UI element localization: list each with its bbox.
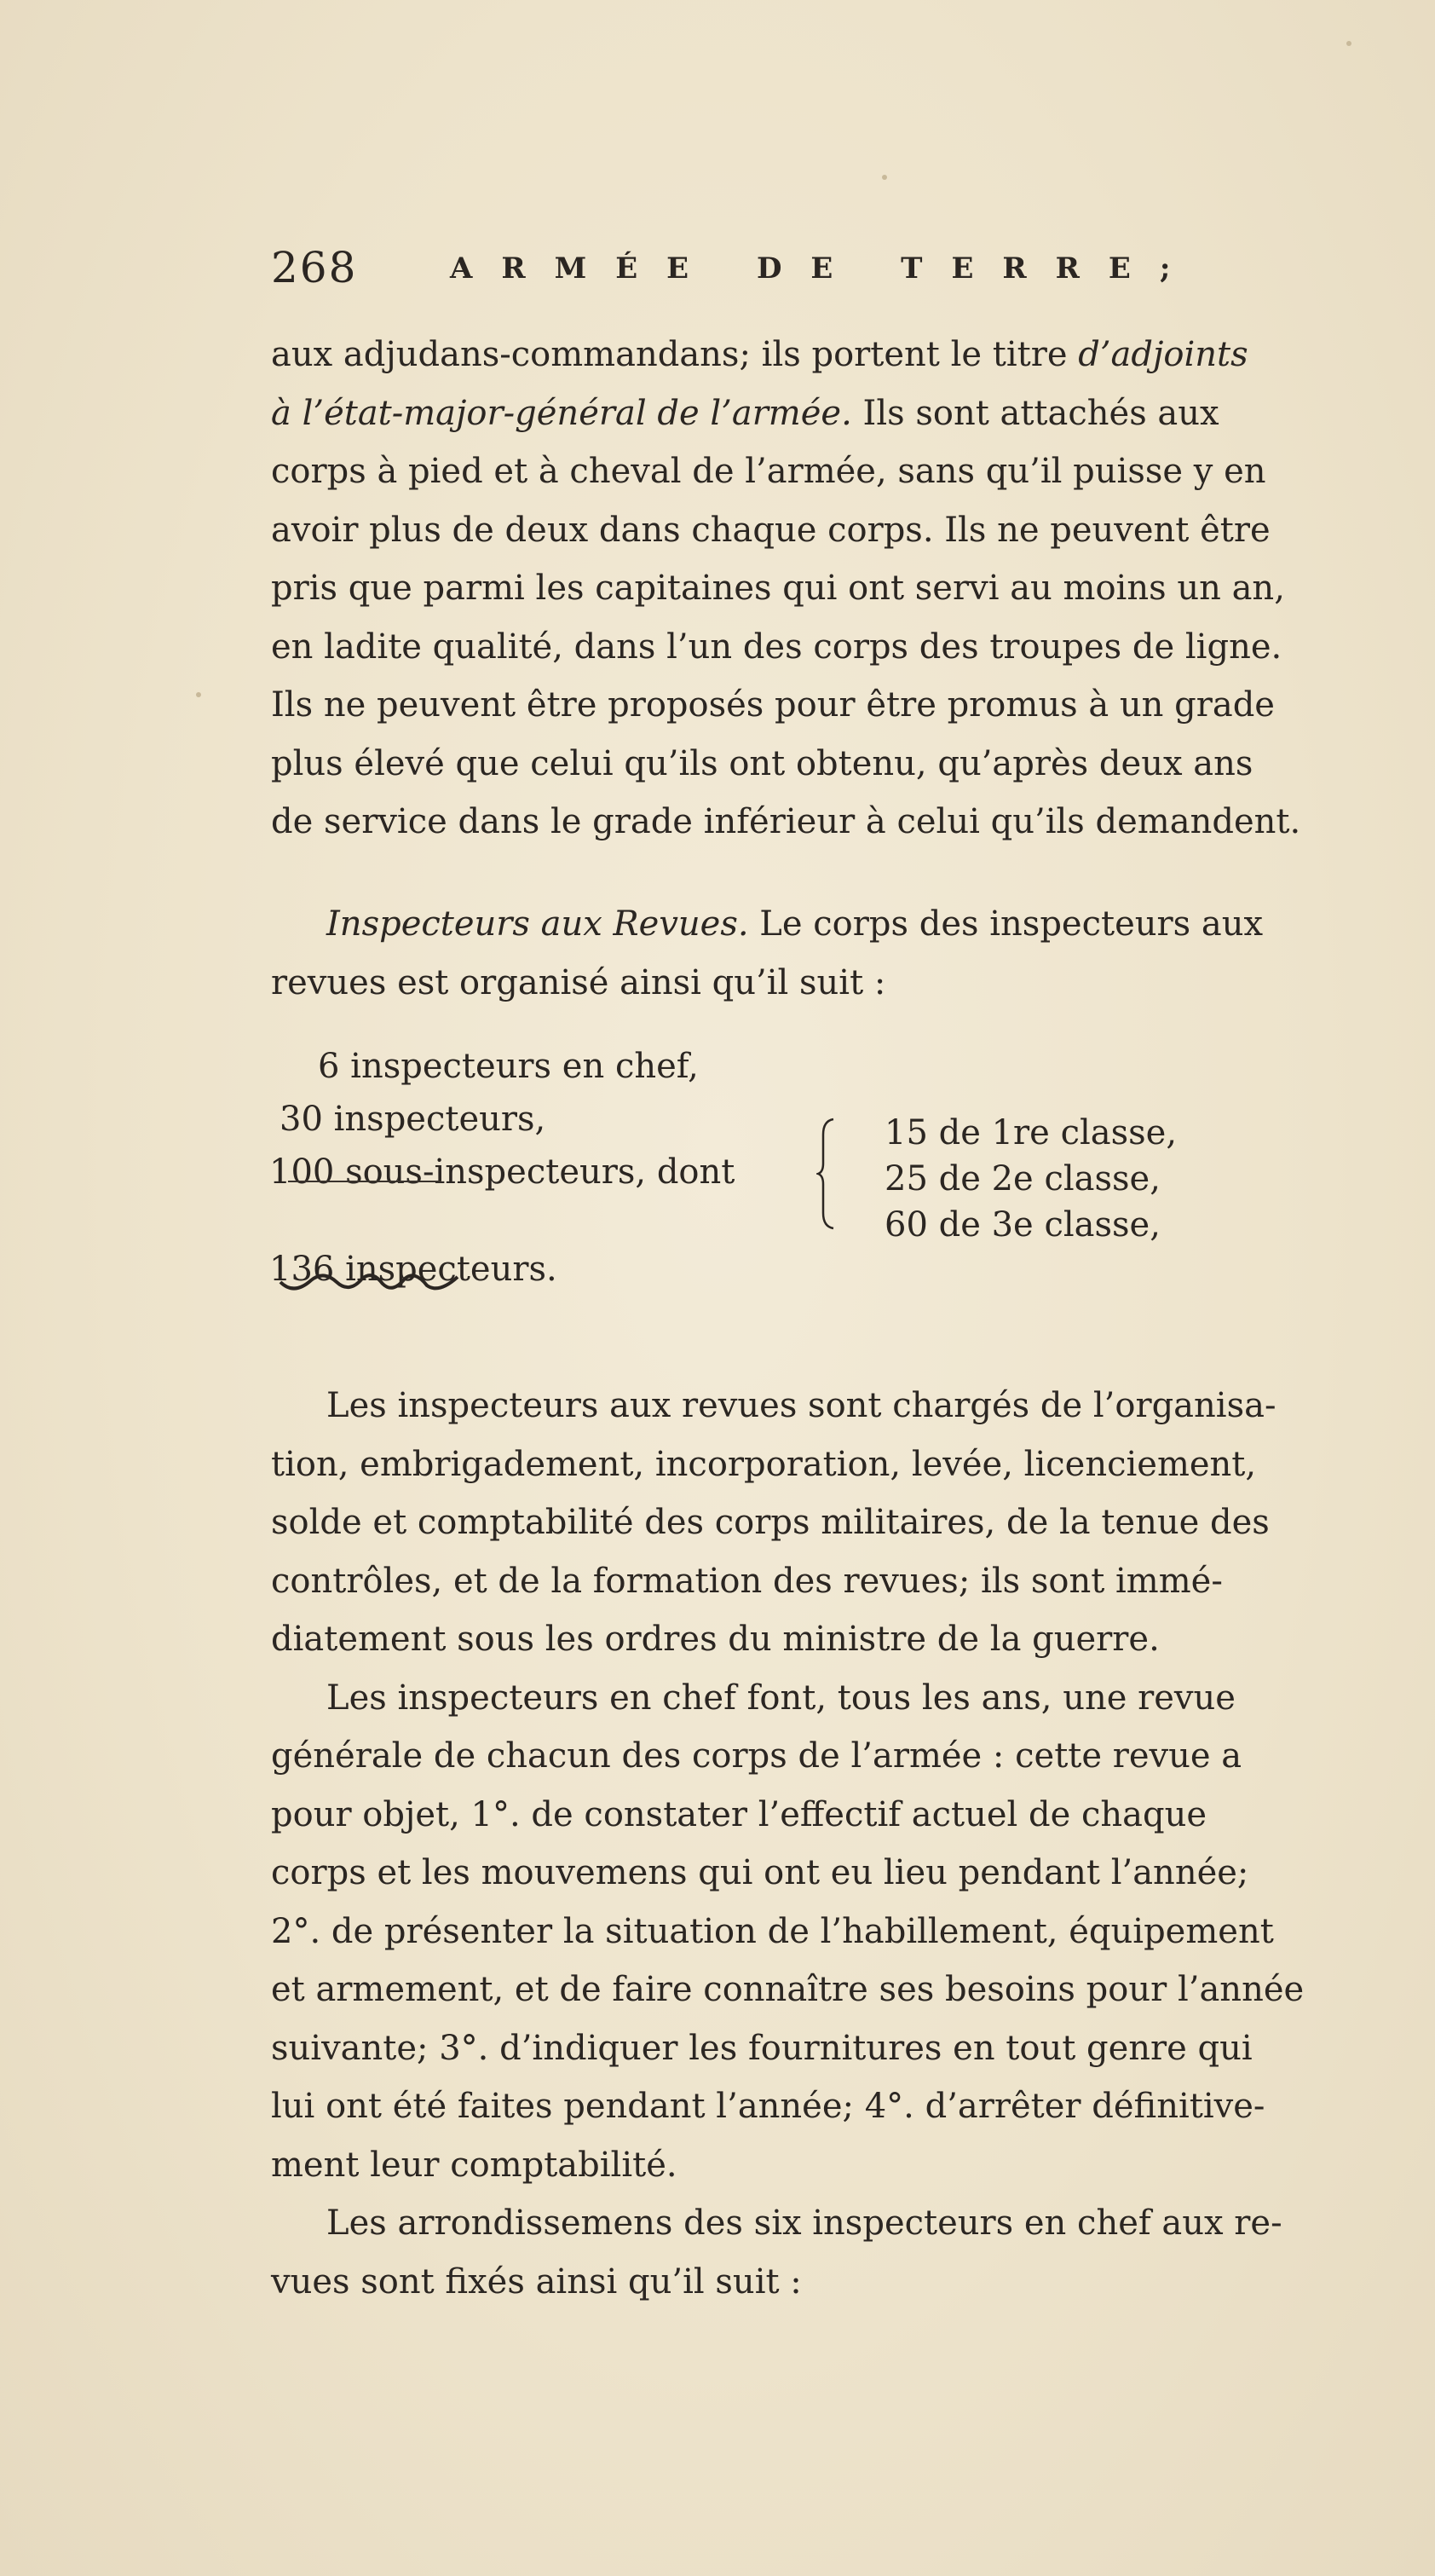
text-line: lui ont été faites pendant l’année; 4°. d’arrêter définitive- [271, 2087, 1265, 2126]
text-line: corps à pied et à cheval de l’armée, sans qu’il puisse y en [271, 452, 1266, 491]
text-line: contrôles, et de la formation des revues; ils sont immé- [271, 1561, 1223, 1601]
paper-fleck [196, 692, 201, 697]
table-row: 100 sous-inspecteurs, dont [269, 1152, 735, 1192]
text-line: de service dans le grade inférieur à celui qu’ils demandent. [271, 802, 1301, 841]
text-span: Le corps des inspecteurs aux [748, 904, 1264, 944]
table-total: 136 inspecteurs. [269, 1250, 557, 1289]
section-heading: Inspecteurs aux Revues. [326, 904, 749, 944]
ornament-icon [277, 1267, 464, 1297]
text-line: pris que parmi les capitaines qui ont servi au moins un an, [271, 569, 1285, 608]
paragraph-inspecteurs [271, 895, 1396, 1012]
text-line: Les inspecteurs aux revues sont chargés de l’organisa- [326, 1386, 1277, 1425]
text-line: corps et les mouvemens qui ont eu lieu pendant l’année; [271, 1853, 1249, 1892]
text-line [271, 384, 1396, 443]
page-number: 268 [271, 243, 358, 292]
text-line: vues sont fixés ainsi qu’il suit : [271, 2261, 802, 2302]
running-title: ARMÉE DE TERRE; [450, 251, 1200, 286]
text-line: suivante; 3°. d’indiquer les fournitures en tout genre qui [271, 2028, 1253, 2068]
brace-icon [816, 1118, 837, 1230]
class-row: 15 de 1re classe, [885, 1113, 1178, 1152]
text-line: pour objet, 1°. de constater l’effectif actuel de chaque [271, 1794, 1207, 1834]
text-line: Ils ne peuvent être proposés pour être promus à un grade [271, 685, 1275, 725]
text-line: plus élevé que celui qu’ils ont obtenu, qu’après deux ans [271, 743, 1253, 783]
italic-term: d’adjoints [1078, 335, 1248, 374]
paper-fleck [882, 175, 887, 180]
paper-fleck [1346, 41, 1351, 46]
text-line: tion, embrigadement, incorporation, levée, licenciement, [271, 1444, 1257, 1484]
class-row: 25 de 2e classe, [885, 1159, 1161, 1198]
text-line: et armement, et de faire connaître ses besoins pour l’année [271, 1970, 1305, 2009]
text-line: générale de chacun des corps de l’armée : cette revue a [271, 1736, 1242, 1776]
italic-term: à l’état-major-général de l’armée. [271, 393, 852, 433]
text-line: solde et comptabilité des corps militaires, de la tenue des [271, 1503, 1270, 1542]
text-line: en ladite qualité, dans l’un des corps des troupes de ligne. [271, 627, 1282, 667]
paragraph-adjoints [271, 326, 1396, 852]
text-line: Les inspecteurs en chef font, tous les ans, une revue [326, 1678, 1236, 1718]
class-row: 60 de 3e classe, [885, 1205, 1161, 1245]
text-line: revues est organisé ainsi qu’il suit : [271, 962, 886, 1002]
text-line: diatement sous les ordres du ministre de la guerre. [271, 1620, 1160, 1659]
table-row: 6 inspecteurs en chef, [318, 1047, 699, 1086]
sum-rule [288, 1181, 441, 1182]
page-header [271, 243, 1396, 311]
text-span: Ils sont attachés aux [851, 393, 1219, 433]
text-line [271, 895, 1396, 954]
inspectors-table [269, 1047, 1294, 1289]
text-line: ment leur comptabilité. [271, 2145, 677, 2185]
paragraph-charges [271, 1377, 1396, 2311]
text-line [271, 326, 1396, 384]
text-span: aux adjudans-commandans; ils portent le titre [271, 335, 1079, 374]
text-line: avoir plus de deux dans chaque corps. Ils ne peuvent être [271, 510, 1271, 550]
text-line: Les arrondissemens des six inspecteurs en chef aux re- [326, 2203, 1282, 2243]
table-row: 30 inspecteurs, [280, 1100, 546, 1139]
text-line: 2°. de présenter la situation de l’habillement, équipement [271, 1911, 1274, 1951]
